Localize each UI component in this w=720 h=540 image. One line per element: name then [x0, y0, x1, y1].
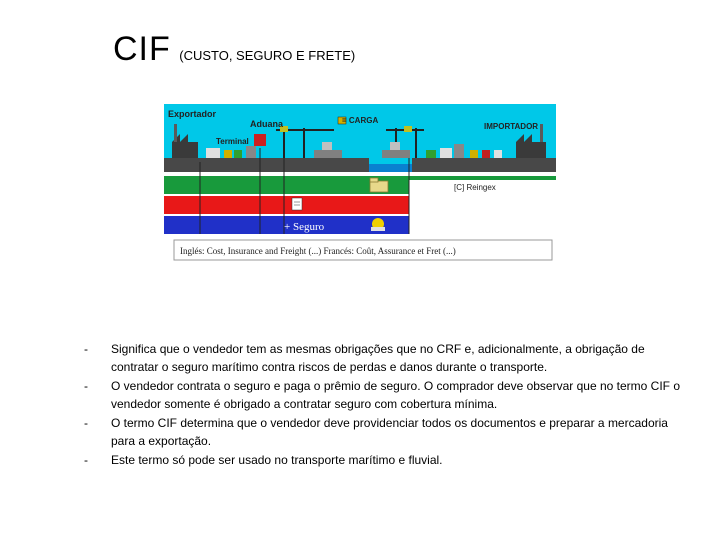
bullet-marker: - — [84, 342, 88, 356]
title-main: CIF — [113, 30, 171, 68]
list-item — [84, 340, 684, 376]
aduana-building-icon — [254, 134, 266, 146]
label-footer: Inglés: Cost, Insurance and Freight (...) Francés: Coût, Assurance et Fret (...) — [180, 246, 456, 256]
port-right — [412, 158, 556, 172]
slide-title — [113, 30, 355, 69]
bullet-marker: - — [84, 453, 88, 467]
bullet-marker: - — [84, 379, 88, 393]
bullet-text: Este termo só pode ser usado no transporte marítimo e fluvial. — [111, 453, 443, 467]
cif-diagram — [164, 104, 556, 264]
list-item — [84, 451, 684, 469]
list-item — [84, 377, 684, 413]
red-bar — [164, 196, 409, 214]
port-left — [164, 158, 369, 172]
title-subtitle: (CUSTO, SEGURO E FRETE) — [179, 48, 356, 63]
bullet-text: O termo CIF determina que o vendedor deve providenciar todos os documentos e preparar a mercadoria para a exportação. — [111, 416, 668, 448]
label-terminal: Terminal — [216, 137, 249, 146]
label-aduana: Aduana — [250, 119, 284, 129]
label-reingex: [C] Reingex — [454, 183, 496, 192]
bullet-text: O vendedor contrata o seguro e paga o prêmio de seguro. O comprador deve observar que no termo CIF o vendedor somente é obrigado a contratar seguro com cobertura mínima. — [111, 379, 680, 411]
document-icon — [292, 198, 302, 210]
list-item — [84, 414, 684, 450]
bullet-list — [84, 340, 684, 470]
warehouse-icon — [206, 148, 220, 158]
bullet-text: Significa que o vendedor tem as mesmas obrigações que no CRF e, adicionalmente, a obrigação de contratar o seguro marítimo contra riscos de perdas e danos durante o transporte. — [111, 342, 645, 374]
label-seguro: + Seguro — [284, 221, 325, 233]
label-exportador: Exportador — [168, 109, 217, 119]
label-importador: IMPORTADOR — [484, 122, 539, 131]
bullet-marker: - — [84, 416, 88, 430]
label-carga: = CARGA — [342, 116, 379, 125]
